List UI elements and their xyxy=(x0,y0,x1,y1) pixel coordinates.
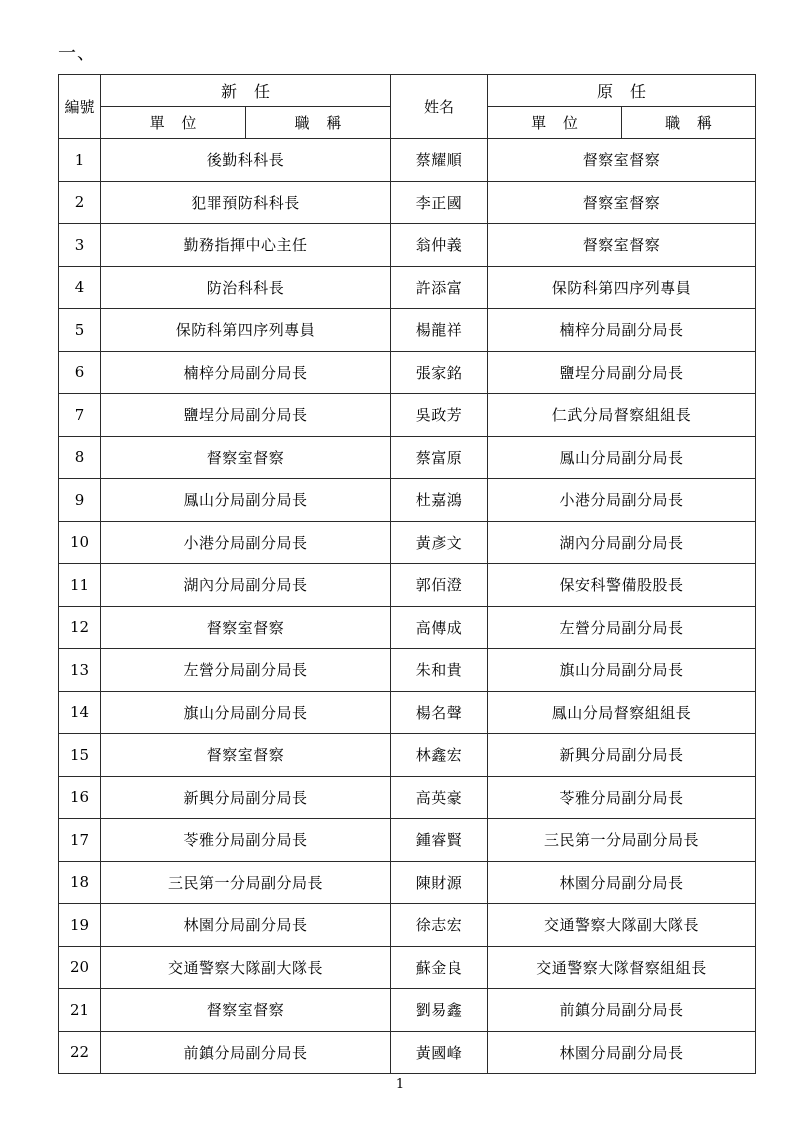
cell-former-assignment: 鹽埕分局副分局長 xyxy=(488,351,756,394)
cell-id: 18 xyxy=(59,861,101,904)
cell-new-assignment: 旗山分局副分局長 xyxy=(101,691,391,734)
table-row xyxy=(59,819,756,862)
cell-new-assignment: 林園分局副分局長 xyxy=(101,904,391,947)
cell-name: 楊龍祥 xyxy=(391,309,488,352)
column-header-former-title: 職 稱 xyxy=(622,107,756,139)
cell-id: 7 xyxy=(59,394,101,437)
cell-id: 2 xyxy=(59,181,101,224)
cell-former-assignment: 鳳山分局副分局長 xyxy=(488,436,756,479)
table-row xyxy=(59,266,756,309)
cell-id: 14 xyxy=(59,691,101,734)
cell-name: 許添富 xyxy=(391,266,488,309)
cell-id: 21 xyxy=(59,989,101,1032)
table-row xyxy=(59,436,756,479)
cell-former-assignment: 林園分局副分局長 xyxy=(488,1031,756,1074)
column-header-name: 姓名 xyxy=(391,75,488,139)
personnel-roster-table xyxy=(58,74,756,1074)
cell-name: 吳政芳 xyxy=(391,394,488,437)
cell-name: 黃彥文 xyxy=(391,521,488,564)
page-number: 1 xyxy=(395,1077,405,1092)
cell-former-assignment: 楠梓分局副分局長 xyxy=(488,309,756,352)
table-row xyxy=(59,139,756,182)
cell-name: 林鑫宏 xyxy=(391,734,488,777)
cell-id: 22 xyxy=(59,1031,101,1074)
cell-former-assignment: 仁武分局督察組組長 xyxy=(488,394,756,437)
cell-name: 張家銘 xyxy=(391,351,488,394)
cell-former-assignment: 三民第一分局副分局長 xyxy=(488,819,756,862)
cell-name: 蘇金良 xyxy=(391,946,488,989)
cell-id: 1 xyxy=(59,139,101,182)
column-header-former-unit: 單 位 xyxy=(488,107,622,139)
cell-new-assignment: 小港分局副分局長 xyxy=(101,521,391,564)
cell-former-assignment: 保防科第四序列專員 xyxy=(488,266,756,309)
cell-former-assignment: 督察室督察 xyxy=(488,139,756,182)
cell-name: 徐志宏 xyxy=(391,904,488,947)
cell-id: 12 xyxy=(59,606,101,649)
table-row xyxy=(59,521,756,564)
column-header-new-title: 職 稱 xyxy=(246,107,391,139)
table-row xyxy=(59,351,756,394)
cell-name: 高傳成 xyxy=(391,606,488,649)
cell-name: 翁仲義 xyxy=(391,224,488,267)
cell-former-assignment: 交通警察大隊副大隊長 xyxy=(488,904,756,947)
section-heading: 一、 xyxy=(58,43,96,64)
cell-new-assignment: 前鎮分局副分局長 xyxy=(101,1031,391,1074)
cell-id: 15 xyxy=(59,734,101,777)
cell-id: 20 xyxy=(59,946,101,989)
cell-name: 杜嘉鴻 xyxy=(391,479,488,522)
table-row xyxy=(59,861,756,904)
cell-id: 17 xyxy=(59,819,101,862)
cell-id: 16 xyxy=(59,776,101,819)
cell-new-assignment: 鳳山分局副分局長 xyxy=(101,479,391,522)
table-row xyxy=(59,734,756,777)
cell-name: 鍾睿賢 xyxy=(391,819,488,862)
table-row xyxy=(59,479,756,522)
cell-name: 蔡耀順 xyxy=(391,139,488,182)
cell-new-assignment: 督察室督察 xyxy=(101,989,391,1032)
cell-new-assignment: 鹽埕分局副分局長 xyxy=(101,394,391,437)
cell-new-assignment: 督察室督察 xyxy=(101,606,391,649)
cell-former-assignment: 湖內分局副分局長 xyxy=(488,521,756,564)
table-row xyxy=(59,564,756,607)
cell-name: 郭佰澄 xyxy=(391,564,488,607)
table-header xyxy=(59,75,756,139)
cell-former-assignment: 林園分局副分局長 xyxy=(488,861,756,904)
cell-former-assignment: 旗山分局副分局長 xyxy=(488,649,756,692)
cell-former-assignment: 前鎮分局副分局長 xyxy=(488,989,756,1032)
cell-name: 黃國峰 xyxy=(391,1031,488,1074)
cell-former-assignment: 督察室督察 xyxy=(488,181,756,224)
cell-name: 楊名聲 xyxy=(391,691,488,734)
cell-former-assignment: 小港分局副分局長 xyxy=(488,479,756,522)
cell-new-assignment: 督察室督察 xyxy=(101,436,391,479)
column-header-id: 編號 xyxy=(59,75,101,139)
table-row xyxy=(59,1031,756,1074)
cell-id: 3 xyxy=(59,224,101,267)
cell-id: 8 xyxy=(59,436,101,479)
table-row xyxy=(59,224,756,267)
cell-name: 朱和貴 xyxy=(391,649,488,692)
cell-id: 10 xyxy=(59,521,101,564)
table-row xyxy=(59,649,756,692)
cell-new-assignment: 犯罪預防科科長 xyxy=(101,181,391,224)
cell-id: 6 xyxy=(59,351,101,394)
table-row xyxy=(59,989,756,1032)
cell-former-assignment: 交通警察大隊督察組組長 xyxy=(488,946,756,989)
cell-new-assignment: 三民第一分局副分局長 xyxy=(101,861,391,904)
cell-former-assignment: 左營分局副分局長 xyxy=(488,606,756,649)
table-row xyxy=(59,691,756,734)
cell-new-assignment: 左營分局副分局長 xyxy=(101,649,391,692)
table-row xyxy=(59,946,756,989)
table-row xyxy=(59,776,756,819)
cell-id: 13 xyxy=(59,649,101,692)
cell-name: 陳財源 xyxy=(391,861,488,904)
cell-name: 蔡富原 xyxy=(391,436,488,479)
cell-new-assignment: 新興分局副分局長 xyxy=(101,776,391,819)
table-header-row-top xyxy=(59,75,756,107)
cell-new-assignment: 交通警察大隊副大隊長 xyxy=(101,946,391,989)
cell-name: 高英豪 xyxy=(391,776,488,819)
cell-new-assignment: 保防科第四序列專員 xyxy=(101,309,391,352)
column-header-new-assignment-group: 新 任 xyxy=(101,75,391,107)
cell-id: 11 xyxy=(59,564,101,607)
cell-former-assignment: 督察室督察 xyxy=(488,224,756,267)
cell-new-assignment: 督察室督察 xyxy=(101,734,391,777)
table-body xyxy=(59,139,756,1074)
cell-id: 5 xyxy=(59,309,101,352)
cell-new-assignment: 楠梓分局副分局長 xyxy=(101,351,391,394)
table-row xyxy=(59,606,756,649)
table-row xyxy=(59,394,756,437)
column-header-former-assignment-group: 原 任 xyxy=(488,75,756,107)
cell-name: 劉易鑫 xyxy=(391,989,488,1032)
cell-new-assignment: 勤務指揮中心主任 xyxy=(101,224,391,267)
cell-former-assignment: 苓雅分局副分局長 xyxy=(488,776,756,819)
cell-former-assignment: 鳳山分局督察組組長 xyxy=(488,691,756,734)
cell-id: 19 xyxy=(59,904,101,947)
cell-new-assignment: 苓雅分局副分局長 xyxy=(101,819,391,862)
cell-new-assignment: 湖內分局副分局長 xyxy=(101,564,391,607)
cell-name: 李正國 xyxy=(391,181,488,224)
table-row xyxy=(59,309,756,352)
cell-new-assignment: 後勤科科長 xyxy=(101,139,391,182)
cell-id: 9 xyxy=(59,479,101,522)
column-header-new-unit: 單 位 xyxy=(101,107,246,139)
table-row xyxy=(59,904,756,947)
cell-id: 4 xyxy=(59,266,101,309)
cell-former-assignment: 新興分局副分局長 xyxy=(488,734,756,777)
cell-new-assignment: 防治科科長 xyxy=(101,266,391,309)
cell-former-assignment: 保安科警備股股長 xyxy=(488,564,756,607)
table-row xyxy=(59,181,756,224)
